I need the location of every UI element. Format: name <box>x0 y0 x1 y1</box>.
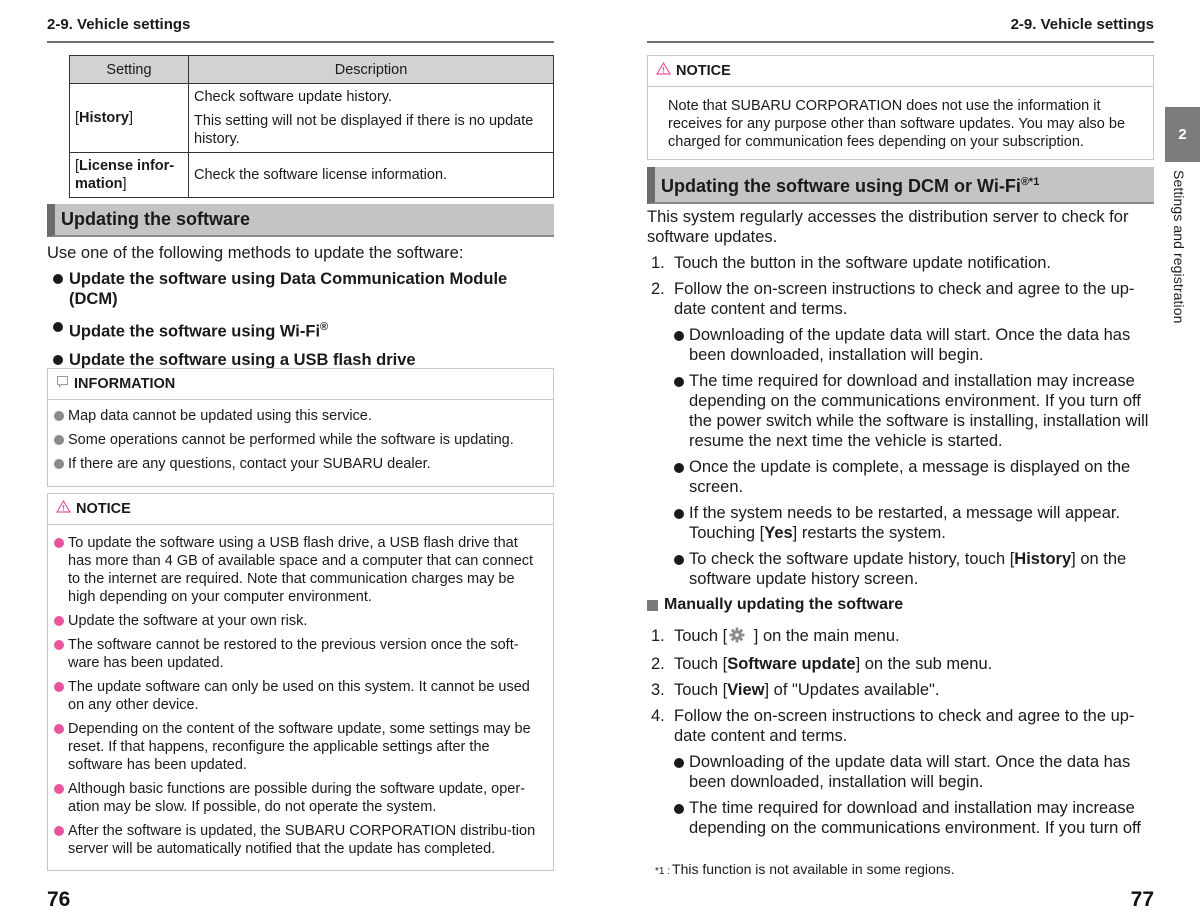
warning-triangle-icon <box>656 62 671 79</box>
bullet-icon <box>54 682 64 692</box>
list-item: Depending on the content of the software update, some settings may be reset. If that happens, reconfigure the applicable settings after the software has been updated. <box>54 720 545 774</box>
list-item: Although basic functions are possible during the software update, oper-ation may be slow. If possible, do not operate the system. <box>54 780 545 816</box>
description-cell: Check the software license information. <box>189 153 554 198</box>
bullet-icon <box>674 331 684 341</box>
step-item: 3. Touch [View] of "Updates available". <box>651 681 940 699</box>
running-head: 2-9. Vehicle settings <box>647 16 1154 43</box>
list-item: Update the software using Data Communication Module (DCM) <box>47 269 554 309</box>
list-item: Map data cannot be updated using this service. <box>54 407 545 425</box>
section-heading: Updating the software <box>47 204 554 237</box>
list-item: Downloading of the update data will start. Once the data has been downloaded, installation will begin. <box>674 325 1154 365</box>
list-item: If the system needs to be restarted, a message will appear. Touching [Yes] restarts the system. <box>674 503 1154 543</box>
list-item: The update software can only be used on this system. It cannot be used on any other device. <box>54 678 545 714</box>
bullet-icon <box>54 784 64 794</box>
list-item: Update the software using Wi-Fi® <box>47 317 554 342</box>
list-item: The time required for download and installation may increase depending on the communications environment. If you turn off <box>674 798 1154 838</box>
bullet-icon <box>674 804 684 814</box>
bullet-icon <box>53 355 63 365</box>
bullet-icon <box>674 463 684 473</box>
square-marker-icon <box>647 600 658 611</box>
list-item: Update the software using a USB flash drive <box>47 350 554 370</box>
manual-update-steps <box>647 626 1154 844</box>
settings-table <box>69 55 554 198</box>
setting-cell: [History] <box>70 84 189 153</box>
list-item: After the software is updated, the SUBARU CORPORATION distribu-tion server will be automatically notified that the update has completed. <box>54 822 545 858</box>
bullet-icon <box>54 459 64 469</box>
book-icon <box>56 375 69 392</box>
warning-triangle-icon <box>56 500 71 517</box>
page-number: 76 <box>47 888 71 911</box>
step-item: 1. Touch the button in the software update notification. <box>651 254 1052 272</box>
step-item: 2. Touch [Software update] on the sub menu. <box>651 655 993 673</box>
intro-text: This system regularly accesses the distribution server to check for software updates. <box>647 208 1129 246</box>
bullet-icon <box>54 826 64 836</box>
table-header-description: Description <box>189 56 554 84</box>
bullet-icon <box>674 509 684 519</box>
bullet-icon <box>674 555 684 565</box>
table-row <box>70 84 554 153</box>
bullet-icon <box>54 640 64 650</box>
notice-box <box>47 493 554 871</box>
running-head: 2-9. Vehicle settings <box>47 16 554 43</box>
step-item: 2. Follow the on-screen instructions to check and agree to the up-date content and terms. Downloading of the update data will start. Once the data has been downloaded, installation will begin. The time required for download and installation may increase depending on the communications environment. If you turn off the power switch while the software is installing, installation will resume the next time the vehicle is started. Once the update is complete, a message is displayed on the screen. If the system needs to be restarted, a message will appear. Touching [Yes] restarts the system. To check the software update history, touch [History] on the software update history screen. <box>647 279 1154 589</box>
bullet-icon <box>54 538 64 548</box>
table-row <box>70 153 554 198</box>
setting-cell: [License infor-mation] <box>70 153 189 198</box>
list-item: Downloading of the update data will start. Once the data has been downloaded, installation will begin. <box>674 752 1154 792</box>
subsection-heading: Manually updating the software <box>647 595 903 615</box>
list-item: Some operations cannot be performed while the software is updating. <box>54 431 545 449</box>
bullet-icon <box>53 322 63 332</box>
list-item: To check the software update history, touch [History] on the software update history screen. <box>674 549 1154 589</box>
bullet-icon <box>674 758 684 768</box>
bullet-icon <box>54 724 64 734</box>
page-76 <box>47 0 554 921</box>
step-item: 1. Touch [ ] on the main menu. <box>647 626 1154 648</box>
notice-title: NOTICE <box>676 62 731 79</box>
description-cell: Check software update history. This setting will not be displayed if there is no update history. <box>189 84 554 153</box>
bullet-icon <box>53 274 63 284</box>
bullet-icon <box>54 616 64 626</box>
page-number: 77 <box>1130 888 1154 911</box>
bullet-icon <box>54 435 64 445</box>
list-item: The software cannot be restored to the previous version once the soft-ware has been updated. <box>54 636 545 672</box>
notice-box <box>647 55 1154 160</box>
chapter-tab-label: Settings and registration <box>1171 170 1187 324</box>
list-item: Once the update is complete, a message is displayed on the screen. <box>674 457 1154 497</box>
step-item: 4. Follow the on-screen instructions to check and agree to the up-date content and terms. Downloading of the update data will start. Once the data has been downloaded, installation will begin. The time required for download and installation may increase depending on the communications environment. If you turn off <box>647 706 1154 838</box>
update-methods-list <box>47 269 554 378</box>
information-box <box>47 368 554 487</box>
list-item: If there are any questions, contact your SUBARU dealer. <box>54 455 545 473</box>
gear-icon <box>729 627 745 648</box>
chapter-tab: 2 <box>1165 107 1200 162</box>
footnote: *1 : This function is not available in some regions. <box>655 861 955 877</box>
intro-text: Use one of the following methods to update the software: <box>47 244 464 262</box>
bullet-icon <box>54 411 64 421</box>
page-77 <box>647 0 1154 921</box>
bullet-icon <box>674 377 684 387</box>
notice-text: Note that SUBARU CORPORATION does not use the information it receives for any purpose other than software updates. You may also be charged for communication fees depending on your subscription. <box>668 98 1126 150</box>
section-heading: Updating the software using DCM or $Wi-Fi^{®*1}$ <box>647 167 1154 204</box>
notice-title: NOTICE <box>76 500 131 517</box>
auto-update-steps <box>647 253 1154 595</box>
information-title: INFORMATION <box>74 375 176 392</box>
list-item: The time required for download and installation may increase depending on the communications environment. If you turn off the power switch while the software is installing, installation will resume the next time the vehicle is started. <box>674 371 1154 451</box>
list-item: To update the software using a USB flash drive, a USB flash drive that has more than 4 GB of available space and a computer that can connect to the internet are required. Note that communication charges may be high depending on your computer environment. <box>54 534 545 606</box>
list-item: Update the software at your own risk. <box>54 612 545 630</box>
table-header-setting: Setting <box>70 56 189 84</box>
